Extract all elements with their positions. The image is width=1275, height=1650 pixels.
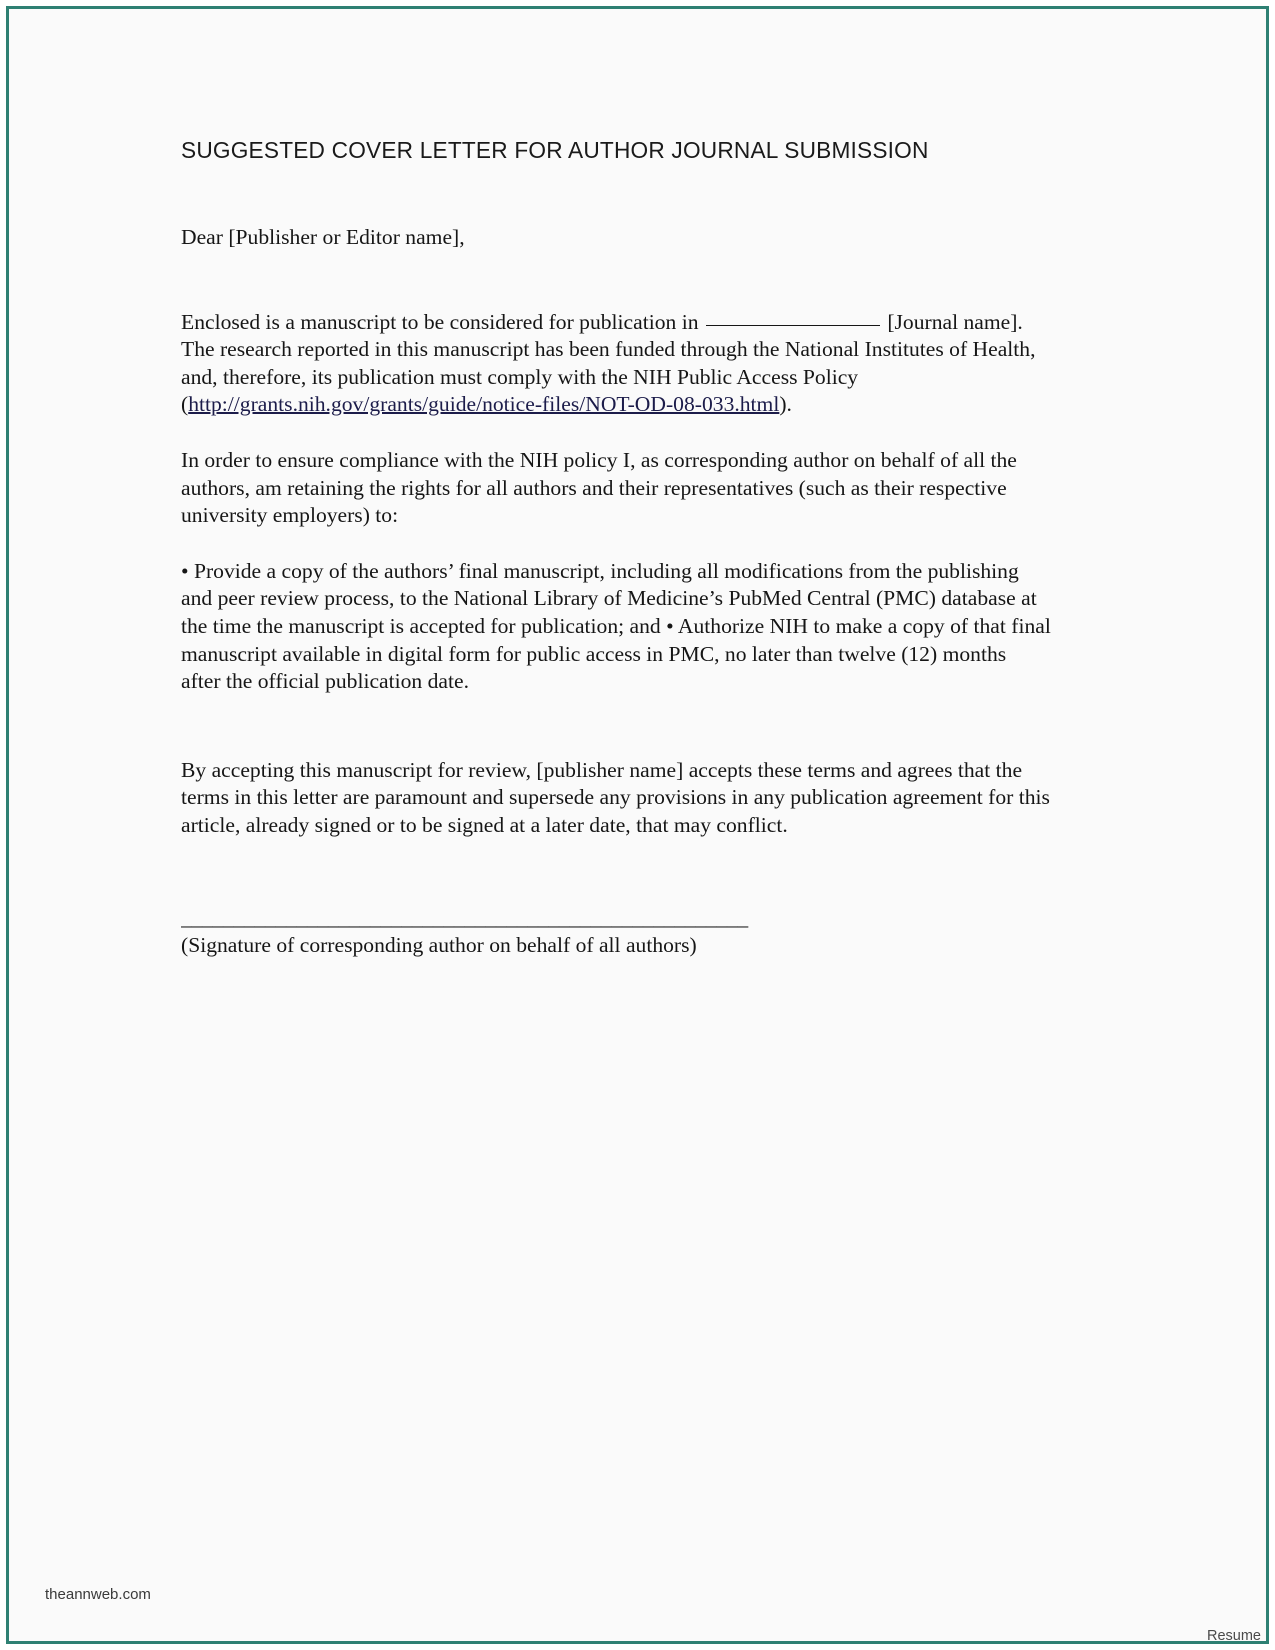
footer-category-label: Resume: [1207, 1628, 1261, 1644]
page-title: SUGGESTED COVER LETTER FOR AUTHOR JOURNAL SUBMISSION: [181, 137, 929, 163]
enclosed-text-after-blank: [Journal name]. The research reported in this manuscript has been funded through the National Institutes of Health, and, therefore, its publication must comply with the NIH Public Access Policy (: [181, 309, 1036, 417]
paragraph-enclosed: [181, 309, 1051, 419]
bullet-item-authorize-nih: • Authorize NIH to make a copy of that final manuscript available in digital form for public access in PMC, no later than twelve (12) months after the official publication date.: [181, 613, 1051, 694]
page-border-frame: [6, 6, 1269, 1644]
enclosed-text-before-blank: Enclosed is a manuscript to be considered for publication in: [181, 309, 704, 334]
journal-name-blank-field[interactable]: [706, 325, 880, 326]
salutation-line: Dear [Publisher or Editor name],: [181, 225, 465, 249]
document-content: [181, 137, 1051, 959]
bullet-item-provide-copy: • Provide a copy of the authors’ final manuscript, including all modifications from the publishing and peer review process, to the National Library of Medicine’s PubMed Central (PMC) database at the time the manuscript is accepted for publication; and: [181, 558, 1037, 638]
paragraph-bullet-list: [181, 558, 1051, 696]
paragraph-compliance: In order to ensure compliance with the NIH policy I, as corresponding author on behalf of all the authors, am retaining the rights for all authors and their representatives (such as their respective university employers) to:: [181, 447, 1017, 528]
enclosed-text-after-url: ).: [779, 392, 792, 417]
nih-policy-link[interactable]: http://grants.nih.gov/grants/guide/notice-files/NOT-OD-08-033.html: [188, 392, 780, 417]
signature-block: [181, 906, 1051, 959]
signature-caption: (Signature of corresponding author on behalf of all authors): [181, 932, 697, 957]
footer-site-label: theannweb.com: [45, 1586, 151, 1603]
document-sheet: [9, 9, 1266, 1641]
paragraph-accepting: By accepting this manuscript for review, [publisher name] accepts these terms and agrees that the terms in this letter are paramount and supersede any provisions in any publication agreement for this article, already signed or to be signed at a later date, that may conflict.: [181, 757, 1050, 837]
signature-line[interactable]: ______________________________________________________: [181, 905, 748, 930]
